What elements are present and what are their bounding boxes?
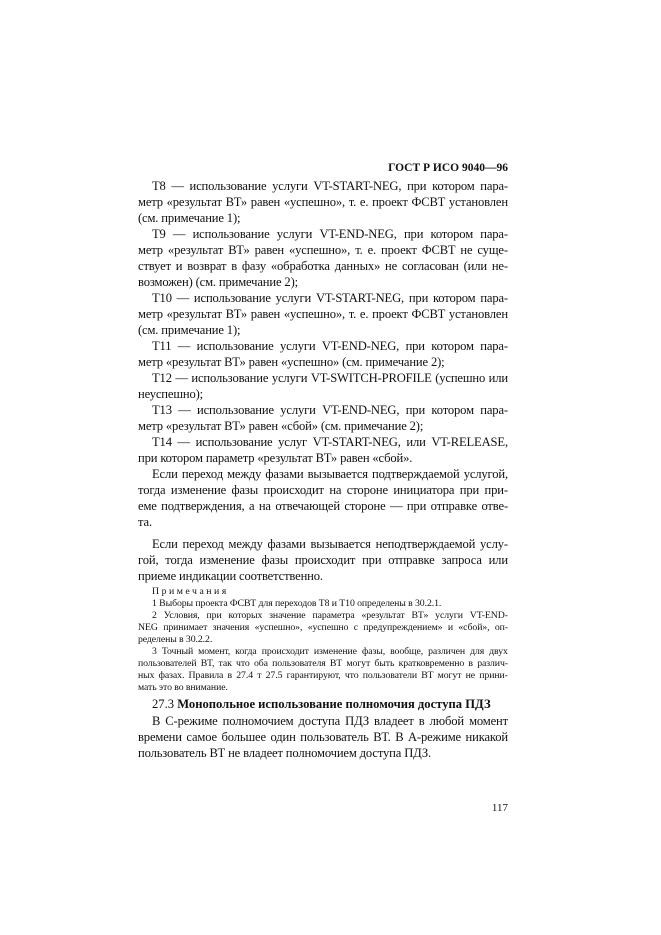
word: согласован xyxy=(401,259,459,273)
word: в xyxy=(468,658,473,669)
word: не- xyxy=(491,259,508,273)
word: использование xyxy=(189,179,267,193)
word: любой xyxy=(429,714,465,728)
word: значение xyxy=(269,610,306,621)
word: Условия, xyxy=(163,610,200,621)
word: установлен xyxy=(448,195,508,209)
body-text xyxy=(138,178,508,584)
word: что xyxy=(344,670,359,681)
word: изменение xyxy=(313,646,357,657)
word: фазы xyxy=(231,483,259,497)
word: ВТ xyxy=(329,658,343,669)
paragraph-line xyxy=(138,290,508,306)
word: — xyxy=(178,403,191,417)
word: вызывается xyxy=(307,467,368,481)
paragraph-line xyxy=(138,226,508,242)
page-number: 117 xyxy=(491,802,508,814)
paragraph-line: метр «результат ВТ» равен «сбой» (см. примечание 2); xyxy=(138,419,424,433)
word: T11 xyxy=(152,339,172,353)
paragraph-line xyxy=(138,194,508,210)
word: неподтверждаемой xyxy=(375,537,476,551)
word: В xyxy=(395,730,404,744)
word: в xyxy=(231,259,237,273)
paragraph-line xyxy=(138,498,508,514)
word: фазы, xyxy=(361,646,386,657)
word: «результат xyxy=(167,243,224,257)
word: не xyxy=(460,243,473,257)
paragraph-line: возможен) (см. примечание 2); xyxy=(138,275,298,289)
word: или xyxy=(488,553,508,567)
word: (успешно xyxy=(435,371,486,385)
word: и xyxy=(447,622,453,633)
paragraph-line xyxy=(138,402,508,418)
word: значения xyxy=(212,622,250,633)
word: ВТ xyxy=(421,670,434,681)
paragraph-line xyxy=(138,434,508,450)
word: использование xyxy=(196,339,274,353)
word: T12 xyxy=(152,371,172,385)
word: между xyxy=(227,467,262,481)
word: е. xyxy=(359,307,369,321)
word: переход xyxy=(182,537,224,551)
word: фазы xyxy=(261,553,289,567)
word: проект xyxy=(372,307,408,321)
word: ВТ. xyxy=(373,730,391,744)
word: 3 xyxy=(152,646,157,657)
word: времени xyxy=(138,730,182,744)
word: различ- xyxy=(477,658,508,669)
word: ВТ» xyxy=(411,610,429,621)
word: момент xyxy=(469,714,508,728)
word: «результат xyxy=(166,307,222,321)
word: происходит xyxy=(294,553,356,567)
word: услуги xyxy=(280,403,316,417)
word: на xyxy=(258,499,271,513)
word: VT-START-NEG, xyxy=(313,179,402,193)
word: при xyxy=(408,291,429,305)
word: доступа xyxy=(298,714,341,728)
word: различен xyxy=(428,646,466,657)
paragraph-line xyxy=(138,242,508,258)
word: при- xyxy=(484,483,508,497)
word: отве- xyxy=(481,499,508,513)
word: «успешно», xyxy=(288,243,351,257)
word: VT-END-NEG, xyxy=(321,339,400,353)
word: С-режиме xyxy=(165,714,218,728)
word: ПДЗ xyxy=(345,714,369,728)
word: е. xyxy=(359,195,369,209)
word: T14 xyxy=(152,435,172,449)
word: не xyxy=(385,259,398,273)
word: метр xyxy=(138,195,163,209)
word: услуг xyxy=(278,435,308,449)
word: стороне xyxy=(344,499,386,513)
word: ВТ, xyxy=(200,658,215,669)
word: котором xyxy=(430,227,474,241)
word: ФСВТ xyxy=(411,195,446,209)
word: услуги xyxy=(279,339,316,353)
paragraph-line: при котором параметр «результат ВТ» равен «сбой». xyxy=(138,451,413,465)
paragraph-line xyxy=(138,482,508,498)
word: большее xyxy=(221,730,266,744)
word: запроса xyxy=(441,553,482,567)
word: стороне xyxy=(346,483,388,497)
word: T9 xyxy=(152,227,166,241)
paragraph-line xyxy=(138,536,508,552)
word: так xyxy=(218,658,232,669)
word: для xyxy=(470,646,485,657)
word: при xyxy=(405,339,425,353)
word: вызывается xyxy=(310,537,371,551)
word: использование xyxy=(191,371,269,385)
paragraph-line: (см. примечание 1); xyxy=(138,211,241,225)
word: «результат xyxy=(166,195,222,209)
word: гой, xyxy=(138,553,159,567)
word: гарантируют, xyxy=(286,670,341,681)
word: Если xyxy=(152,467,178,481)
word: 27.5 xyxy=(265,670,283,681)
word: — xyxy=(172,227,186,241)
note-line xyxy=(138,646,508,658)
word: — xyxy=(175,371,188,385)
word: изменение xyxy=(199,553,255,567)
word: использование xyxy=(195,435,273,449)
section-body xyxy=(138,713,508,761)
word: или xyxy=(406,435,426,449)
word: метр xyxy=(138,243,163,257)
word: предупреждением» xyxy=(363,622,443,633)
word: отправке xyxy=(388,553,435,567)
word: 2 xyxy=(152,610,157,621)
word: изменение xyxy=(170,483,227,497)
word: котором xyxy=(432,291,476,305)
word: могут xyxy=(346,658,371,669)
word: момент, xyxy=(198,646,231,657)
word: е. xyxy=(367,243,377,257)
word: суще- xyxy=(477,243,508,257)
word: установлен xyxy=(448,307,508,321)
word: — xyxy=(177,435,190,449)
note-line xyxy=(138,622,508,634)
word: VT-SWITCH-PROFILE xyxy=(310,371,432,385)
word: полномочием xyxy=(222,714,294,728)
paragraph-line: метр «результат ВТ» равен «успешно» (см. примечание 2); xyxy=(138,355,445,369)
word: быть xyxy=(374,658,395,669)
paragraph-line: (см. примечание 1); xyxy=(138,323,241,337)
note-line xyxy=(138,610,508,622)
word: тогда xyxy=(165,553,193,567)
word: т. xyxy=(355,243,363,257)
word: «успешно», xyxy=(283,195,346,209)
word: ВТ» xyxy=(225,307,248,321)
word: фазах. xyxy=(158,670,185,681)
word: пара- xyxy=(480,403,508,417)
word: ствует xyxy=(138,259,171,273)
paragraph-line xyxy=(138,178,508,194)
word: А-режиме xyxy=(407,730,461,744)
word: между xyxy=(228,537,263,551)
word: никакой xyxy=(465,730,508,744)
word: а xyxy=(248,499,255,513)
word: при xyxy=(459,483,480,497)
word: «успешно xyxy=(307,622,349,633)
word: кратковременно xyxy=(398,658,465,669)
word: данных» xyxy=(334,259,381,273)
word: при xyxy=(362,553,382,567)
word: T13 xyxy=(152,403,172,417)
word: инициатора xyxy=(393,483,455,497)
word: что xyxy=(236,658,250,669)
word: ВТ» xyxy=(225,195,248,209)
note-line: ределены в 30.2.2. xyxy=(138,634,213,645)
word: услуги xyxy=(272,179,308,193)
word: котором xyxy=(432,179,475,193)
word: прини- xyxy=(479,670,508,681)
word: пользователей xyxy=(138,658,197,669)
section-paragraph-line xyxy=(138,729,508,745)
word: NEG xyxy=(138,622,158,633)
word: котором xyxy=(431,403,474,417)
section-title: Монопольное использование полномочия доступа ПДЗ xyxy=(177,697,491,711)
word: услуги xyxy=(275,291,312,305)
word: один xyxy=(270,730,296,744)
word: VT-START-NEG, xyxy=(312,435,401,449)
word: VT-RELEASE, xyxy=(431,435,508,449)
word: пользователи xyxy=(362,670,417,681)
word: при xyxy=(406,499,427,513)
word: пара- xyxy=(480,179,508,193)
word: возврат xyxy=(187,259,227,273)
word: VT-END-NEG, xyxy=(322,403,400,417)
word: пара- xyxy=(480,291,508,305)
note-line: 1 Выборы проекта ФСВТ для переходов T8 и T10 определены в 30.2.1. xyxy=(152,598,442,609)
word: т xyxy=(257,670,262,681)
notes-title: Примечания xyxy=(152,586,229,597)
word: VT-END- xyxy=(469,610,508,621)
word: происходит xyxy=(261,646,309,657)
word: пользователь xyxy=(300,730,369,744)
word: при xyxy=(403,227,424,241)
word: фазами xyxy=(265,467,304,481)
paragraph-line: приеме индикации соответственно. xyxy=(138,569,323,583)
word: «обработка xyxy=(270,259,330,273)
note-line: мать это во внимание. xyxy=(138,682,228,693)
word: которых xyxy=(228,610,263,621)
running-header: ГОСТ Р ИСО 9040—96 xyxy=(388,162,508,174)
word: пользователя xyxy=(272,658,326,669)
word: проект xyxy=(381,243,417,257)
word: параметра xyxy=(312,610,355,621)
word: В xyxy=(152,714,161,728)
section-paragraph-line xyxy=(138,713,508,729)
word: ФСВТ xyxy=(411,307,446,321)
word: фазами xyxy=(267,537,306,551)
word: использование xyxy=(193,291,271,305)
word: услугой, xyxy=(463,467,508,481)
word: еме xyxy=(138,499,157,513)
word: использование xyxy=(192,227,270,241)
paragraph-line xyxy=(138,370,508,386)
paragraph-line: неуспешно); xyxy=(138,387,204,401)
word: равен xyxy=(250,195,281,209)
word: «успешно», xyxy=(283,307,346,321)
word: услуги xyxy=(435,610,463,621)
word: Правила xyxy=(188,670,224,681)
word: самое xyxy=(186,730,217,744)
word: равен xyxy=(254,243,284,257)
section-heading xyxy=(138,696,508,713)
word: VT-END-NEG, xyxy=(319,227,397,241)
word: пара- xyxy=(480,227,508,241)
word: — xyxy=(176,291,190,305)
word: оп- xyxy=(494,622,508,633)
word: вообще, xyxy=(390,646,424,657)
word: услуги xyxy=(276,227,313,241)
word: в xyxy=(418,714,425,728)
word: владеет xyxy=(374,714,414,728)
word: «успешно», xyxy=(254,622,303,633)
word: — xyxy=(171,179,184,193)
word: «сбой», xyxy=(458,622,490,633)
word: (или xyxy=(463,259,487,273)
word: отправке xyxy=(430,499,478,513)
word: с xyxy=(353,622,358,633)
word: не xyxy=(465,670,476,681)
word: VT-START-NEG, xyxy=(315,291,405,305)
word: ФСВТ xyxy=(421,243,456,257)
word: отвечающей xyxy=(275,499,340,513)
word: тогда xyxy=(138,483,166,497)
notes-block xyxy=(138,586,508,694)
page-content xyxy=(138,160,508,815)
word: 27.4 xyxy=(236,670,253,681)
word: равен xyxy=(250,307,281,321)
paragraph-line xyxy=(138,258,508,274)
word: фазу xyxy=(241,259,267,273)
word: могут xyxy=(437,670,462,681)
word: происходит xyxy=(263,483,324,497)
word: и xyxy=(175,259,183,273)
word: — xyxy=(389,499,403,513)
note-line xyxy=(138,670,508,682)
section-number: 27.3 xyxy=(152,697,175,711)
word: подтверждаемой xyxy=(372,467,460,481)
word: оба xyxy=(253,658,268,669)
word: T8 xyxy=(152,179,166,193)
word: когда xyxy=(235,646,257,657)
word: метр xyxy=(138,307,163,321)
word: котором xyxy=(431,339,474,353)
word: при xyxy=(405,403,426,417)
word: подтверждения, xyxy=(161,499,245,513)
word: «результат xyxy=(361,610,405,621)
word: или xyxy=(488,371,508,385)
word: т. xyxy=(348,195,357,209)
word: т. xyxy=(348,307,357,321)
paragraph-line xyxy=(138,338,508,354)
section-paragraph-line: пользователь ВТ не владеет полномочием доступа ПДЗ. xyxy=(138,746,432,760)
word: при xyxy=(206,610,222,621)
word: — xyxy=(177,339,191,353)
paragraph-line xyxy=(138,466,508,482)
word: Точный xyxy=(161,646,194,657)
word: T10 xyxy=(152,291,172,305)
word: двух xyxy=(489,646,508,657)
word: при xyxy=(407,179,427,193)
word: использование xyxy=(196,403,274,417)
note-line xyxy=(138,658,508,670)
paragraph-line xyxy=(138,552,508,568)
word: услу- xyxy=(480,537,508,551)
word: принимает xyxy=(163,622,208,633)
word: услуги xyxy=(271,371,308,385)
paragraph-line xyxy=(138,306,508,322)
word: Если xyxy=(152,537,178,551)
word: на xyxy=(329,483,342,497)
word: ВТ» xyxy=(228,243,250,257)
word: переход xyxy=(181,467,223,481)
word: ных xyxy=(138,670,155,681)
word: в xyxy=(227,670,233,681)
word: проект xyxy=(372,195,408,209)
word: пара- xyxy=(480,339,508,353)
paragraph-line: та. xyxy=(138,515,152,529)
